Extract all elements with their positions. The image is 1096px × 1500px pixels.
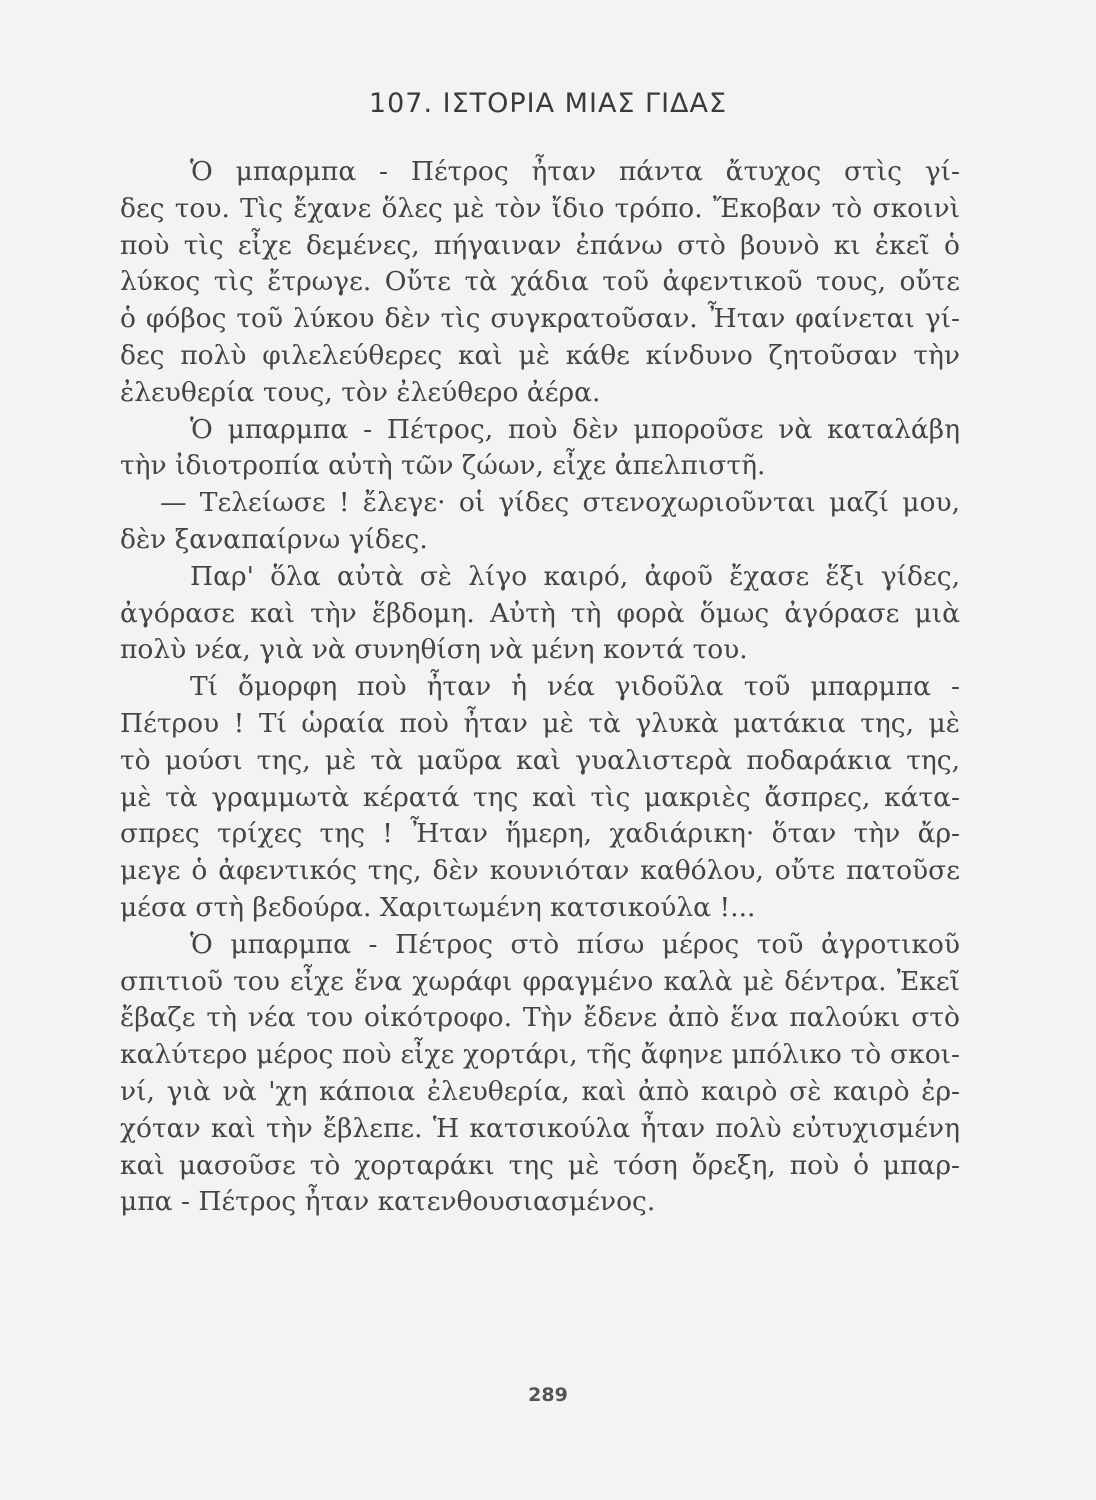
text-line: μὲ τὰ γραμμωτὰ κέρατά της καὶ τὶς μακριὲς ἄσπρες, κάτα- [120,781,960,813]
text-line: ἔβαζε τὴ νέα του οἰκότροφο. Τὴν ἔδενε ἀπὸ ἕνα παλούκι στὸ [120,1002,960,1034]
text-line: πολὺ νέα, γιὰ νὰ συνηθίση νὰ μένη κοντά του. [120,634,748,666]
chapter-title: 107. ΙΣΤΟΡΙΑ ΜΙΑΣ ΓΙΔΑΣ [368,88,728,119]
text-line: καὶ μασοῦσε τὸ χορταράκι της μὲ τόση ὄρεξη, ποὺ ὁ μπαρ- [120,1149,960,1181]
text-line: Ὁ μπαρμπα - Πέτρος, ποὺ δὲν μποροῦσε νὰ καταλάβη [190,413,960,445]
text-line: μέσα στὴ βεδούρα. Χαριτωμένη κατσικούλα !... [120,891,756,923]
story-text [120,154,960,1221]
text-line: ὁ φόβος τοῦ λύκου δὲν τὶς συγκρατοῦσαν. Ἦταν φαίνεται γί- [120,303,960,335]
text-line: δες του. Τὶς ἔχανε ὅλες μὲ τὸν ἴδιο τρόπο. Ἔκοβαν τὸ σκοινὶ [120,192,960,224]
text-line: Πέτρου ! Τί ὡραία ποὺ ἦταν μὲ τὰ γλυκὰ ματάκια της, μὲ [120,707,960,739]
text-line: δὲν ξαναπαίρνω γίδες. [120,523,428,555]
text-line: καλύτερο μέρος ποὺ εἶχε χορτάρι, τῆς ἄφηνε μπόλικο τὸ σκοι- [120,1039,960,1071]
text-line: μεγε ὁ ἀφεντικός της, δὲν κουνιόταν καθόλου, οὔτε πατοῦσε [120,855,960,887]
text-line: Ὁ μπαρμπα - Πέτρος στὸ πίσω μέρος τοῦ ἀγροτικοῦ [190,928,960,960]
text-line: λύκος τὶς ἔτρωγε. Οὔτε τὰ χάδια τοῦ ἀφεντικοῦ τους, οὔτε [120,266,960,298]
text-line: τὸ μούσι της, μὲ τὰ μαῦρα καὶ γυαλιστερὰ ποδαράκια της, [120,744,960,776]
text-line: χόταν καὶ τὴν ἔβλεπε. Ἡ κατσικούλα ἦταν πολὺ εὐτυχισμένη [120,1112,960,1144]
text-line: νί, γιὰ νὰ 'χη κάποια ἐλευθερία, καὶ ἀπὸ καιρὸ σὲ καιρὸ ἐρ- [120,1075,960,1107]
text-line: τὴν ἰδιοτροπία αὐτὴ τῶν ζώων, εἶχε ἀπελπιστῆ. [120,450,766,482]
text-line: σπιτιοῦ του εἶχε ἕνα χωράφι φραγμένο καλὰ μὲ δέντρα. Ἐκεῖ [120,965,960,997]
text-line: Ὁ μπαρμπα - Πέτρος ἦταν πάντα ἄτυχος στὶς γί- [190,156,960,187]
text-line: — Τελείωσε ! ἔλεγε· οἱ γίδες στενοχωριοῦνται μαζί μου, [160,487,960,519]
text-line: Τί ὄμορφη ποὺ ἦταν ἡ νέα γιδοῦλα τοῦ μπαρμπα - [190,671,960,703]
text-line: ποὺ τὶς εἶχε δεμένες, πήγαιναν ἐπάνω στὸ βουνὸ κι ἐκεῖ ὁ [120,229,960,261]
text-line: ἀγόρασε καὶ τὴν ἕβδομη. Αὐτὴ τὴ φορὰ ὅμως ἀγόρασε μιὰ [120,597,960,629]
page-number: 289 [528,1384,568,1406]
text-line: μπα - Πέτρος ἦταν κατενθουσιασμένος. [120,1186,656,1218]
text-line: δες πολὺ φιλελεύθερες καὶ μὲ κάθε κίνδυνο ζητοῦσαν τὴν [120,339,960,371]
text-line: σπρες τρίχες της ! Ἦταν ἥμερη, χαδιάρικη· ὅταν τὴν ἄρ- [120,818,960,850]
text-line: ἐλευθερία τους, τὸν ἐλεύθερο ἀέρα. [120,376,601,408]
text-line: Παρ' ὅλα αὐτὰ σὲ λίγο καιρό, ἀφοῦ ἔχασε ἕξι γίδες, [190,560,960,592]
